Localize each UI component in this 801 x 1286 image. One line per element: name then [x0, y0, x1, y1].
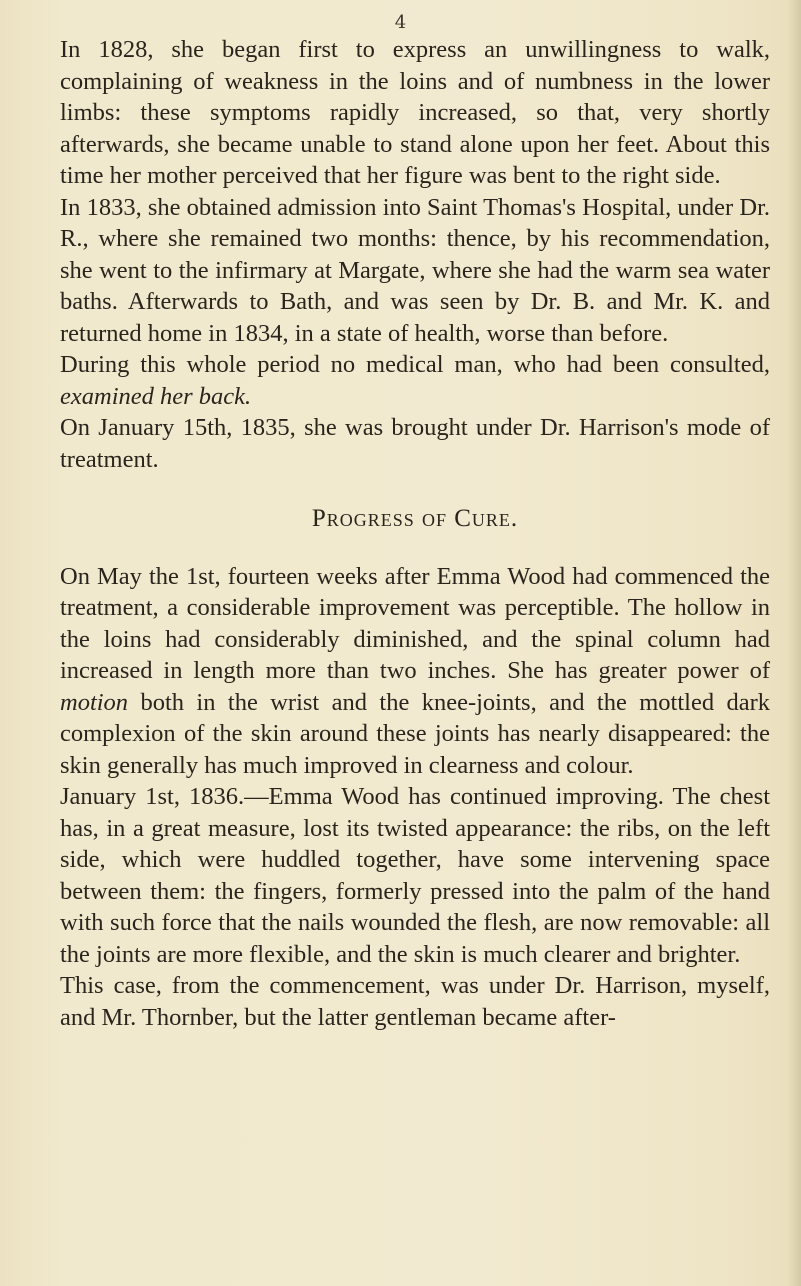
section-heading: Progress of Cure.: [311, 505, 519, 532]
paragraph-3-italic: examined her back.: [60, 382, 252, 410]
paragraph-5-text-after: both in the wrist and the knee-joints, and the mottled dark complexion of the skin around these joints has nearly disappeared: the skin generally has much improved in clearness and colour.: [60, 688, 771, 779]
paragraph-7: This case, from the commencement, was under Dr. Harrison, myself, and Mr. Thornber, but the latter gentleman became after-: [60, 972, 770, 1031]
paragraph-5-text-before: On May the 1st, fourteen weeks after Emma Wood had commenced the treatment, a considerable improvement was perceptible. The hollow in the loins had considerably diminished, and the spinal column had increased in length more than two inches. She has greater power of: [60, 562, 770, 684]
paragraph-5-italic: motion: [60, 688, 129, 716]
paragraph-3-text: During this whole period no medical man, who had been consulted,: [60, 351, 770, 378]
paragraph-5: [60, 561, 770, 782]
paragraph-1: In 1828, she began first to express an unwillingness to walk, complaining of weakness in the loins and of numbness in the lower limbs: these symptoms rapidly increased, so that, very shortly afterwards, she became unable to stand alone upon her feet. About this time her mother perceived that her figure was bent to the right side.: [60, 36, 770, 189]
paragraph-4: On January 15th, 1835, she was brought under Dr. Harrison's mode of treatment.: [60, 414, 770, 473]
paragraph-3: [60, 349, 770, 412]
page-edge-shadow: [787, 0, 801, 1286]
paragraph-2: In 1833, she obtained admission into Saint Thomas's Hospital, under Dr. R., where she remained two months: thence, by his recommendation, she went to the infirmary at Margate, where she had the warm sea water baths. Afterwards to Bath, and was seen by Dr. B. and Mr. K. and returned home in 1834, in a state of health, worse than before.: [60, 193, 770, 347]
page-number: 4: [394, 12, 407, 33]
body-text: [60, 34, 770, 1033]
paragraph-6: January 1st, 1836.—Emma Wood has continued improving. The chest has, in a great measure, lost its twisted appearance: the ribs, on the left side, which were huddled together, have some intervening space between them: the fingers, formerly pressed into the palm of the hand with such force that the nails wounded the flesh, are now removable: all the joints are more flexible, and the skin is much clearer and brighter.: [60, 783, 770, 968]
